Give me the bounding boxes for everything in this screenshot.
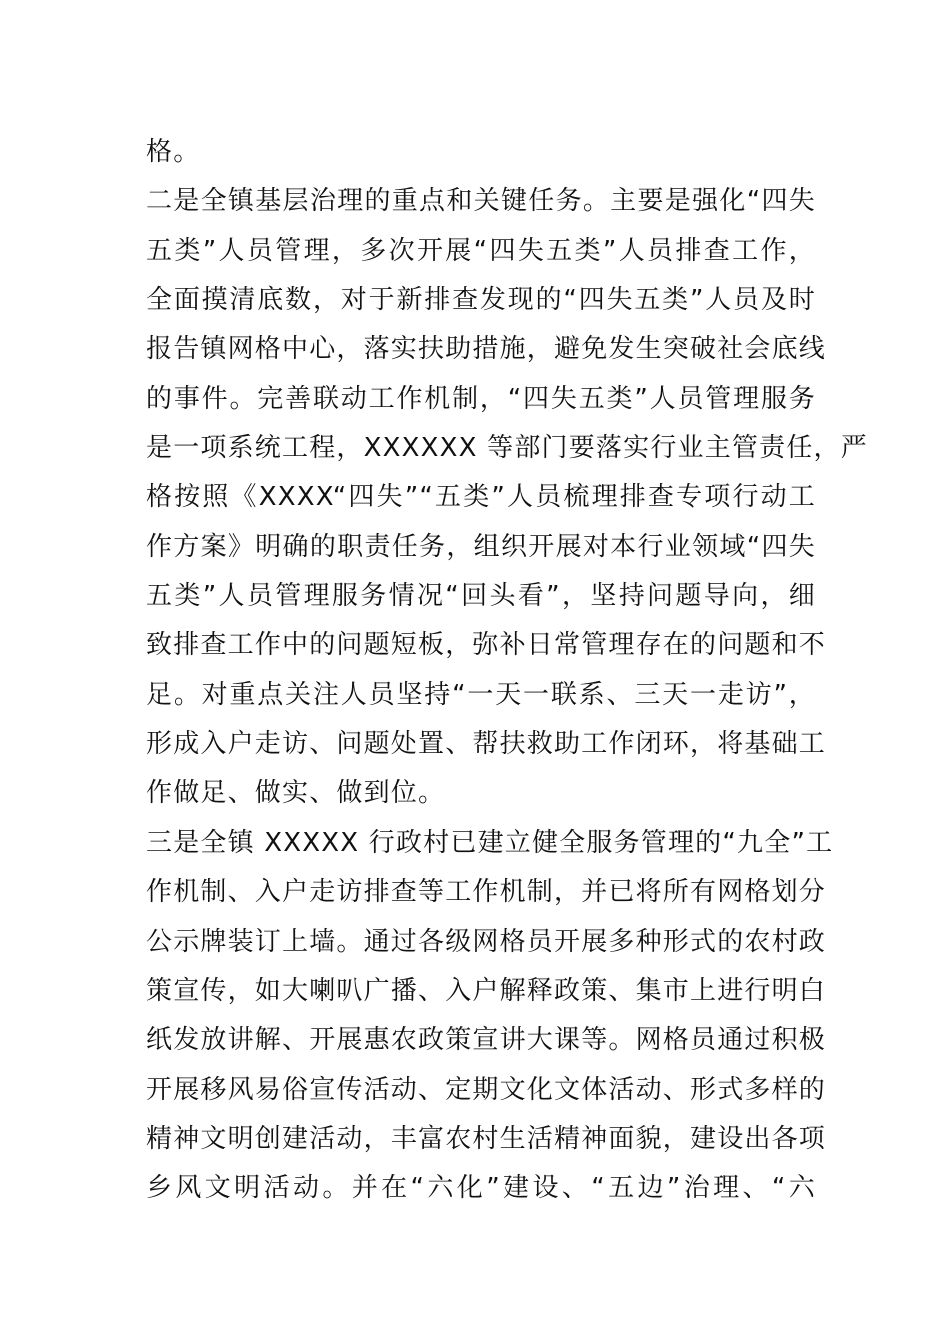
text-line: 格。 bbox=[146, 137, 201, 167]
text-line: 作机制、入户走访排查等工作机制，并已将所有网格划分 bbox=[146, 877, 827, 908]
text-line: 乡风文明活动。并在“六化”建设、“五边”治理、“六 bbox=[146, 1173, 816, 1204]
text-line: 足。对重点关注人员坚持“一天一联系、三天一走访”， bbox=[146, 679, 816, 710]
text-line: 五类”人员管理服务情况“回头看”，坚持问题导向，细 bbox=[146, 581, 816, 612]
text-line: 公示牌装订上墙。通过各级网格员开展多种形式的农村政 bbox=[146, 926, 827, 957]
text-line: 格按照《XXXX“四失”“五类”人员梳理排查专项行动工 bbox=[146, 482, 816, 513]
text-line: 策宣传，如大喇叭广播、入户解释政策、集市上进行明白 bbox=[146, 975, 827, 1006]
text-line: 全面摸清底数，对于新排查发现的“四失五类”人员及时 bbox=[146, 285, 816, 316]
text-line: 精神文明创建活动，丰富农村生活精神面貌，建设出各项 bbox=[146, 1123, 827, 1154]
text-line: 纸发放讲解、开展惠农政策宣讲大课等。网格员通过积极 bbox=[146, 1025, 827, 1056]
text-line: 二是全镇基层治理的重点和关键任务。主要是强化“四失 bbox=[146, 186, 816, 217]
text-line: 五类”人员管理，多次开展“四失五类”人员排查工作， bbox=[146, 235, 816, 266]
text-line: 开展移风易俗宣传活动、定期文化文体活动、形式多样的 bbox=[146, 1074, 827, 1105]
text-line: 的事件。完善联动工作机制，“四失五类”人员管理服务 bbox=[146, 383, 816, 414]
body-text bbox=[146, 128, 868, 1214]
text-line: 作方案》明确的职责任务，组织开展对本行业领域“四失 bbox=[146, 531, 816, 562]
text-line: 三是全镇 XXXXX 行政村已建立健全服务管理的“九全”工 bbox=[146, 827, 834, 858]
text-line: 致排查工作中的问题短板，弥补日常管理存在的问题和不 bbox=[146, 630, 827, 661]
text-line: 形成入户走访、问题处置、帮扶救助工作闭环，将基础工 bbox=[146, 729, 827, 760]
text-line: 报告镇网格中心，落实扶助措施，避免发生突破社会底线 bbox=[146, 334, 827, 365]
text-line: 是一项系统工程，XXXXXX 等部门要落实行业主管责任，严 bbox=[146, 433, 868, 464]
text-line: 作做足、做实、做到位。 bbox=[146, 778, 446, 809]
